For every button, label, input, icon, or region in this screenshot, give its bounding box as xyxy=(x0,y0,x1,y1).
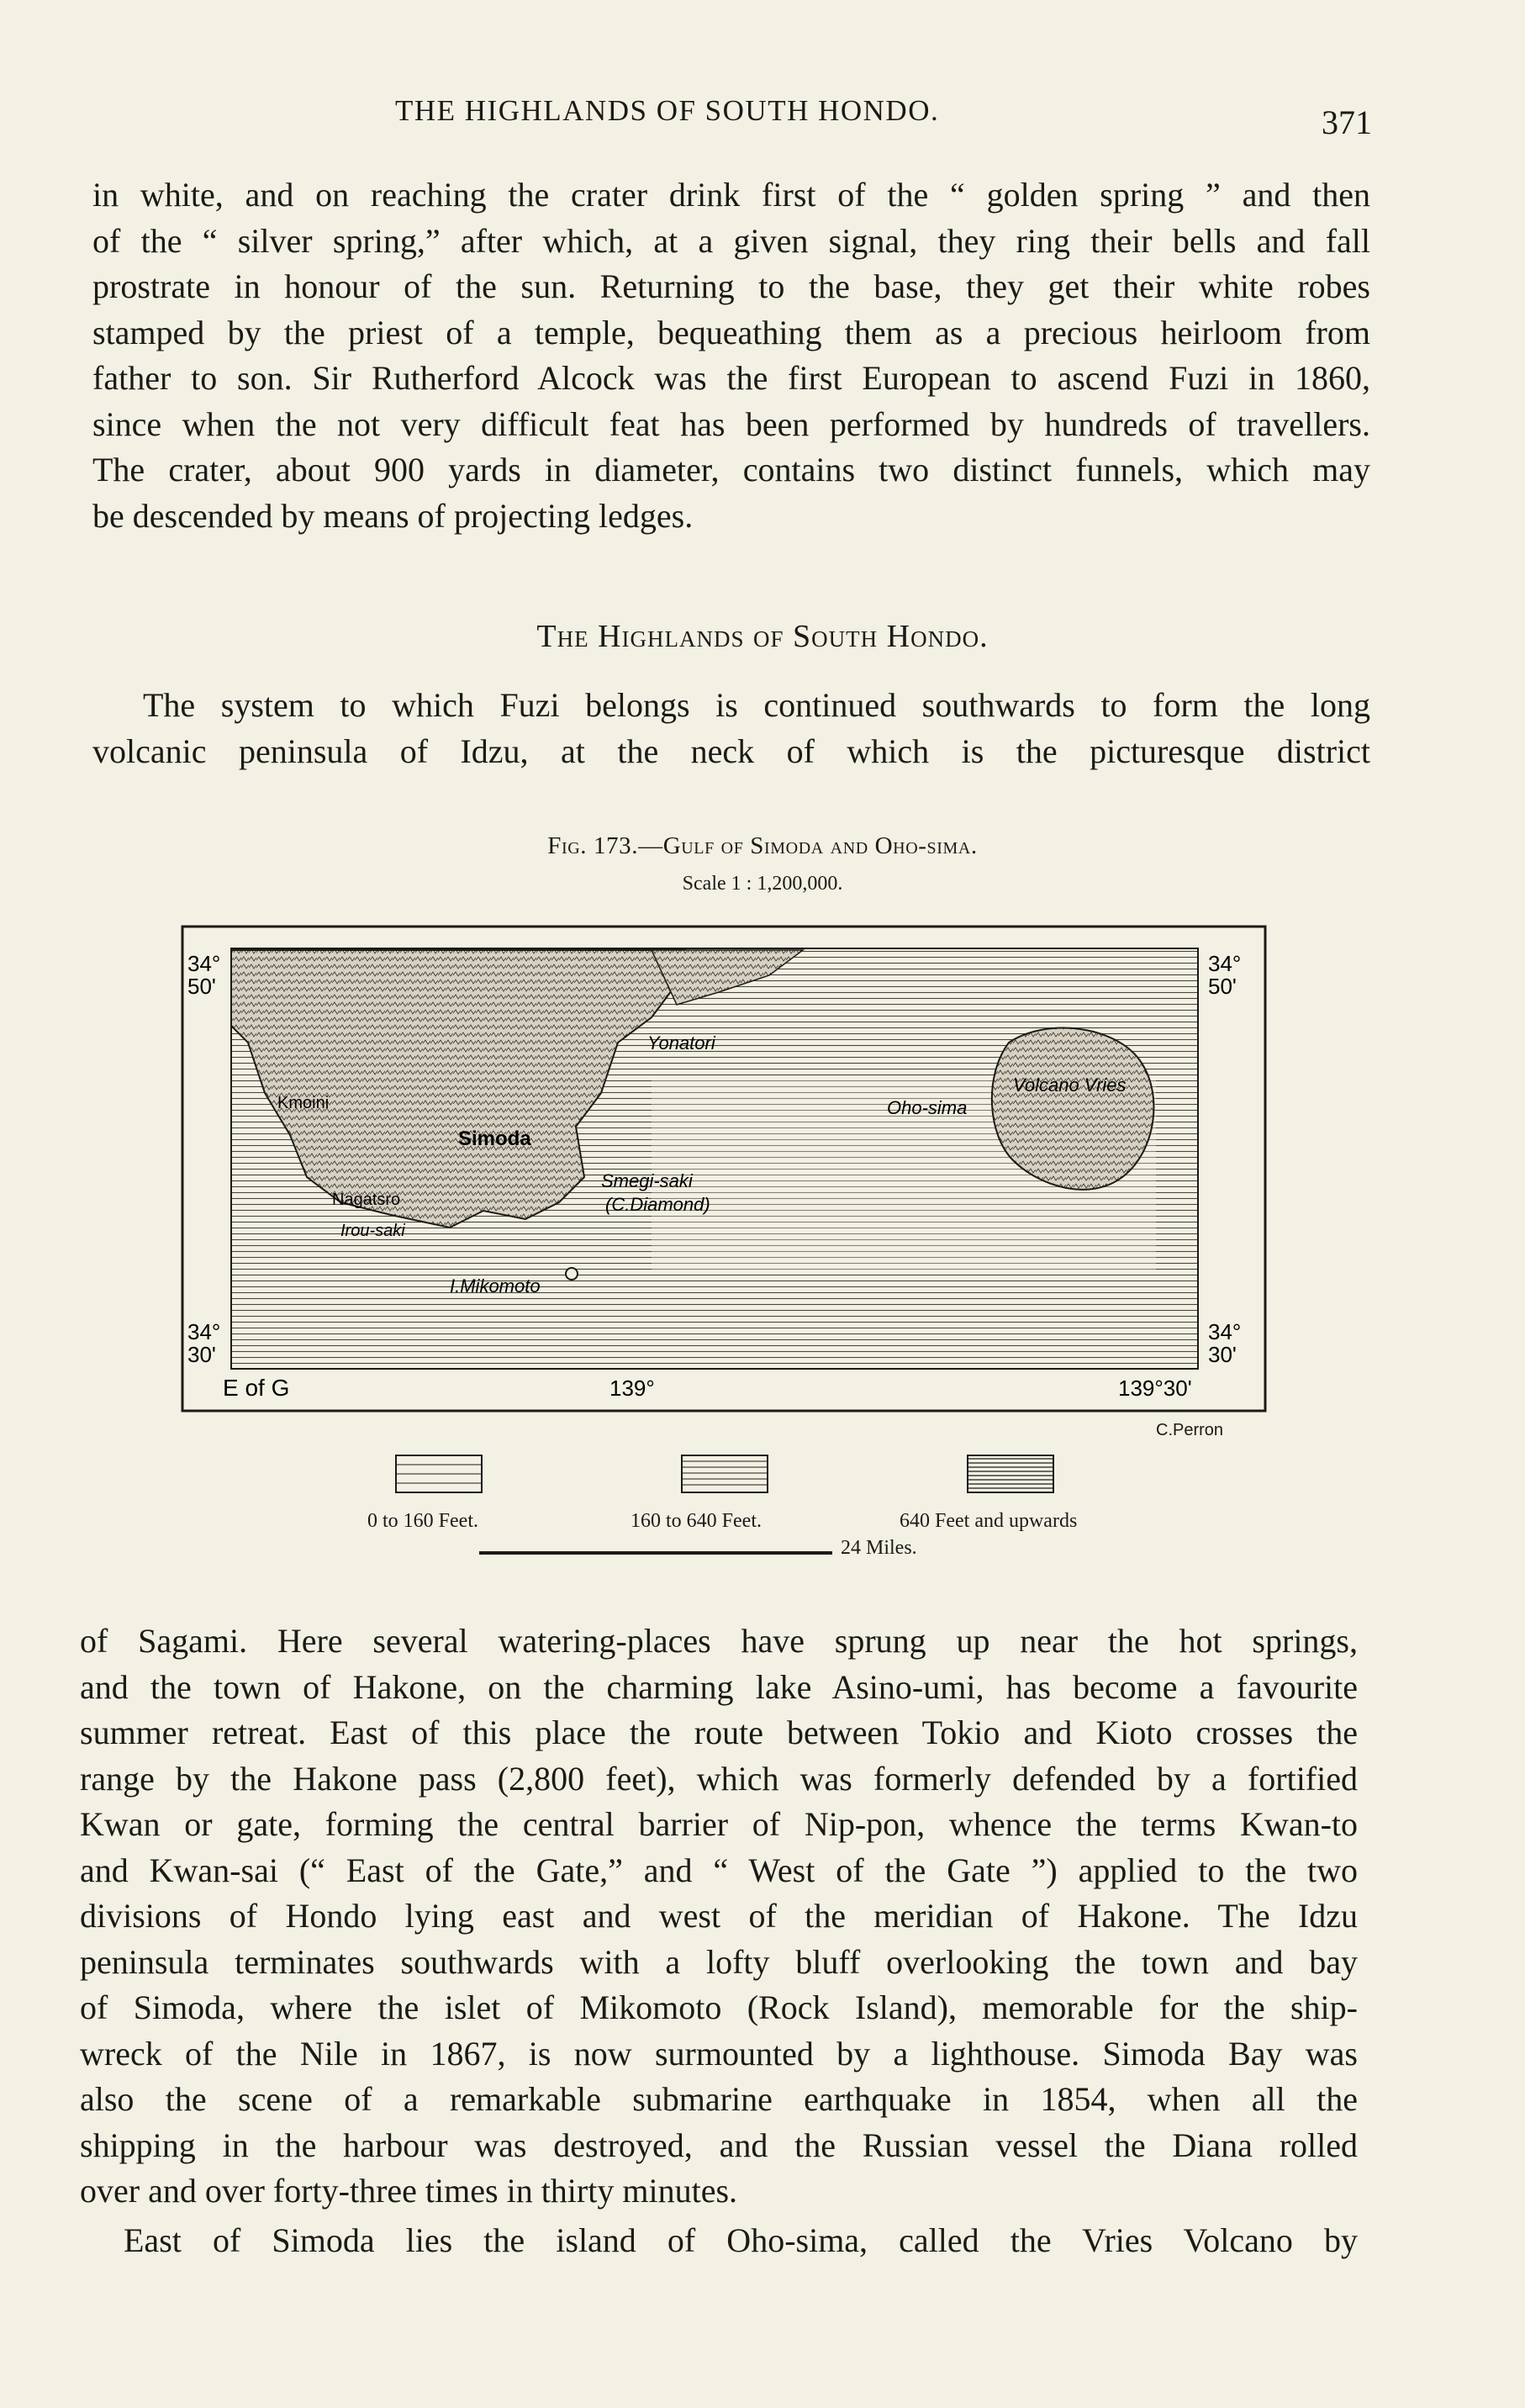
text-line: since when the not very difficult feat has been performed by hundreds of travellers. xyxy=(92,404,1370,443)
text-line: be descended by means of projecting ledges. xyxy=(92,496,694,535)
text-line: summer retreat. East of this place the route between Tokio and Kioto crosses the xyxy=(80,1714,1358,1751)
page-header xyxy=(0,94,1525,145)
text-line: of Sagami. Here several watering-places have sprung up near the hot springs, xyxy=(80,1622,1358,1660)
legend-swatch-low xyxy=(395,1455,483,1493)
text-line: range by the Hakone pass (2,800 feet), which was formerly defended by a fortified xyxy=(80,1759,1358,1798)
svg-text:Yonatori: Yonatori xyxy=(647,1032,715,1054)
text-line: The system to which Fuzi belongs is continued southwards to form the long xyxy=(143,686,1370,724)
svg-text:34°: 34° xyxy=(187,951,221,976)
map-svg xyxy=(181,925,1267,1413)
text-line: volcanic peninsula of Idzu, at the neck of which is the picturesque district xyxy=(92,731,1370,770)
text-line: stamped by the priest of a temple, bequeathing them as a precious heirloom from xyxy=(92,313,1370,351)
text-line: father to son. Sir Rutherford Alcock was the first European to ascend Fuzi in 1860, xyxy=(92,359,1370,397)
map-gulf-of-simoda xyxy=(181,925,1267,1413)
svg-text:I.Mikomoto: I.Mikomoto xyxy=(450,1275,541,1296)
text-line: shipping in the harbour was destroyed, and the Russian vessel the Diana rolled xyxy=(80,2125,1358,2164)
text-line: of Simoda, where the islet of Mikomoto (Rock Island), memorable for the ship- xyxy=(80,1988,1358,2026)
legend-swatch-high xyxy=(967,1455,1054,1493)
figure-scale: Scale 1 : 1,200,000. xyxy=(682,873,843,895)
legend-label-high: 640 Feet and upwards xyxy=(900,1510,1078,1532)
svg-text:Smegi-saki: Smegi-saki xyxy=(601,1170,693,1191)
text-line: wreck of the Nile in 1867, is now surmounted by a lighthouse. Simoda Bay was xyxy=(80,2034,1358,2073)
paragraph-sagami xyxy=(80,1619,1358,2215)
text-line: divisions of Hondo lying east and west of the meridian of Hakone. The Idzu xyxy=(80,1897,1358,1935)
text-line: prostrate in honour of the sun. Returning to the base, they get their white robes xyxy=(92,267,1370,305)
text-line: also the scene of a remarkable submarine earthquake in 1854, when all the xyxy=(80,2080,1358,2118)
svg-text:(C.Diamond): (C.Diamond) xyxy=(605,1194,710,1215)
svg-text:Simoda: Simoda xyxy=(458,1127,531,1150)
map-legend xyxy=(0,1455,1525,1564)
text-line: of the “ silver spring,” after which, at a given signal, they ring their bells and fall xyxy=(92,221,1370,260)
svg-text:34°: 34° xyxy=(187,1319,221,1344)
figure-caption: Fig. 173.—Gulf of Simoda and Oho-sima. xyxy=(547,832,978,859)
text-line: and Kwan-sai (“ East of the Gate,” and “ West of the Gate ”) applied to the two xyxy=(80,1851,1358,1889)
section-title: The Highlands of South Hondo. xyxy=(536,619,989,654)
svg-text:Nagatsro: Nagatsro xyxy=(332,1191,401,1209)
text-line: East of Simoda lies the island of Oho-sima, called the Vries Volcano by xyxy=(124,2221,1358,2259)
svg-text:50': 50' xyxy=(1208,974,1237,999)
text-line: Kwan or gate, forming the central barrier of Nip-pon, whence the terms Kwan-to xyxy=(80,1805,1358,1843)
mikomoto-islet xyxy=(566,1268,578,1280)
text-line: peninsula terminates southwards with a lofty bluff overlooking the town and bay xyxy=(80,1942,1358,1981)
svg-text:34°: 34° xyxy=(1208,951,1242,976)
paragraph-oho-sima xyxy=(80,2218,1358,2264)
svg-text:Kmoini: Kmoini xyxy=(277,1094,330,1112)
paragraph-fuzi-pilgrims xyxy=(92,172,1370,539)
svg-text:Volcano Vries: Volcano Vries xyxy=(1013,1075,1127,1096)
legend-label-low: 0 to 160 Feet. xyxy=(367,1510,478,1532)
scale-bar-label: 24 Miles. xyxy=(841,1537,917,1559)
paragraph-highlands-intro xyxy=(92,683,1370,774)
svg-text:Irou-saki: Irou-saki xyxy=(340,1222,405,1240)
text-line: The crater, about 900 yards in diameter, contains two distinct funnels, which may xyxy=(92,451,1370,488)
svg-text:34°: 34° xyxy=(1208,1319,1242,1344)
text-line: over and over forty-three times in thirty minutes. xyxy=(80,2172,738,2210)
legend-swatch-mid xyxy=(681,1455,768,1493)
svg-text:E of G: E of G xyxy=(223,1375,290,1401)
scale-bar xyxy=(479,1551,832,1555)
svg-text:139°30': 139°30' xyxy=(1118,1376,1192,1401)
map-credit: C.Perron xyxy=(1156,1421,1224,1439)
text-line: in white, and on reaching the crater drink first of the “ golden spring ” and then xyxy=(92,176,1370,214)
legend-label-mid: 160 to 640 Feet. xyxy=(631,1510,762,1532)
svg-text:30': 30' xyxy=(1208,1342,1237,1367)
svg-text:Oho-sima: Oho-sima xyxy=(887,1097,968,1118)
svg-text:139°: 139° xyxy=(609,1376,655,1401)
running-head: THE HIGHLANDS OF SOUTH HONDO. xyxy=(395,94,940,127)
svg-text:50': 50' xyxy=(187,974,216,999)
svg-text:30': 30' xyxy=(187,1342,216,1367)
text-line: and the town of Hakone, on the charming lake Asino-umi, has become a favourite xyxy=(80,1667,1358,1706)
page-number: 371 xyxy=(1322,103,1372,141)
